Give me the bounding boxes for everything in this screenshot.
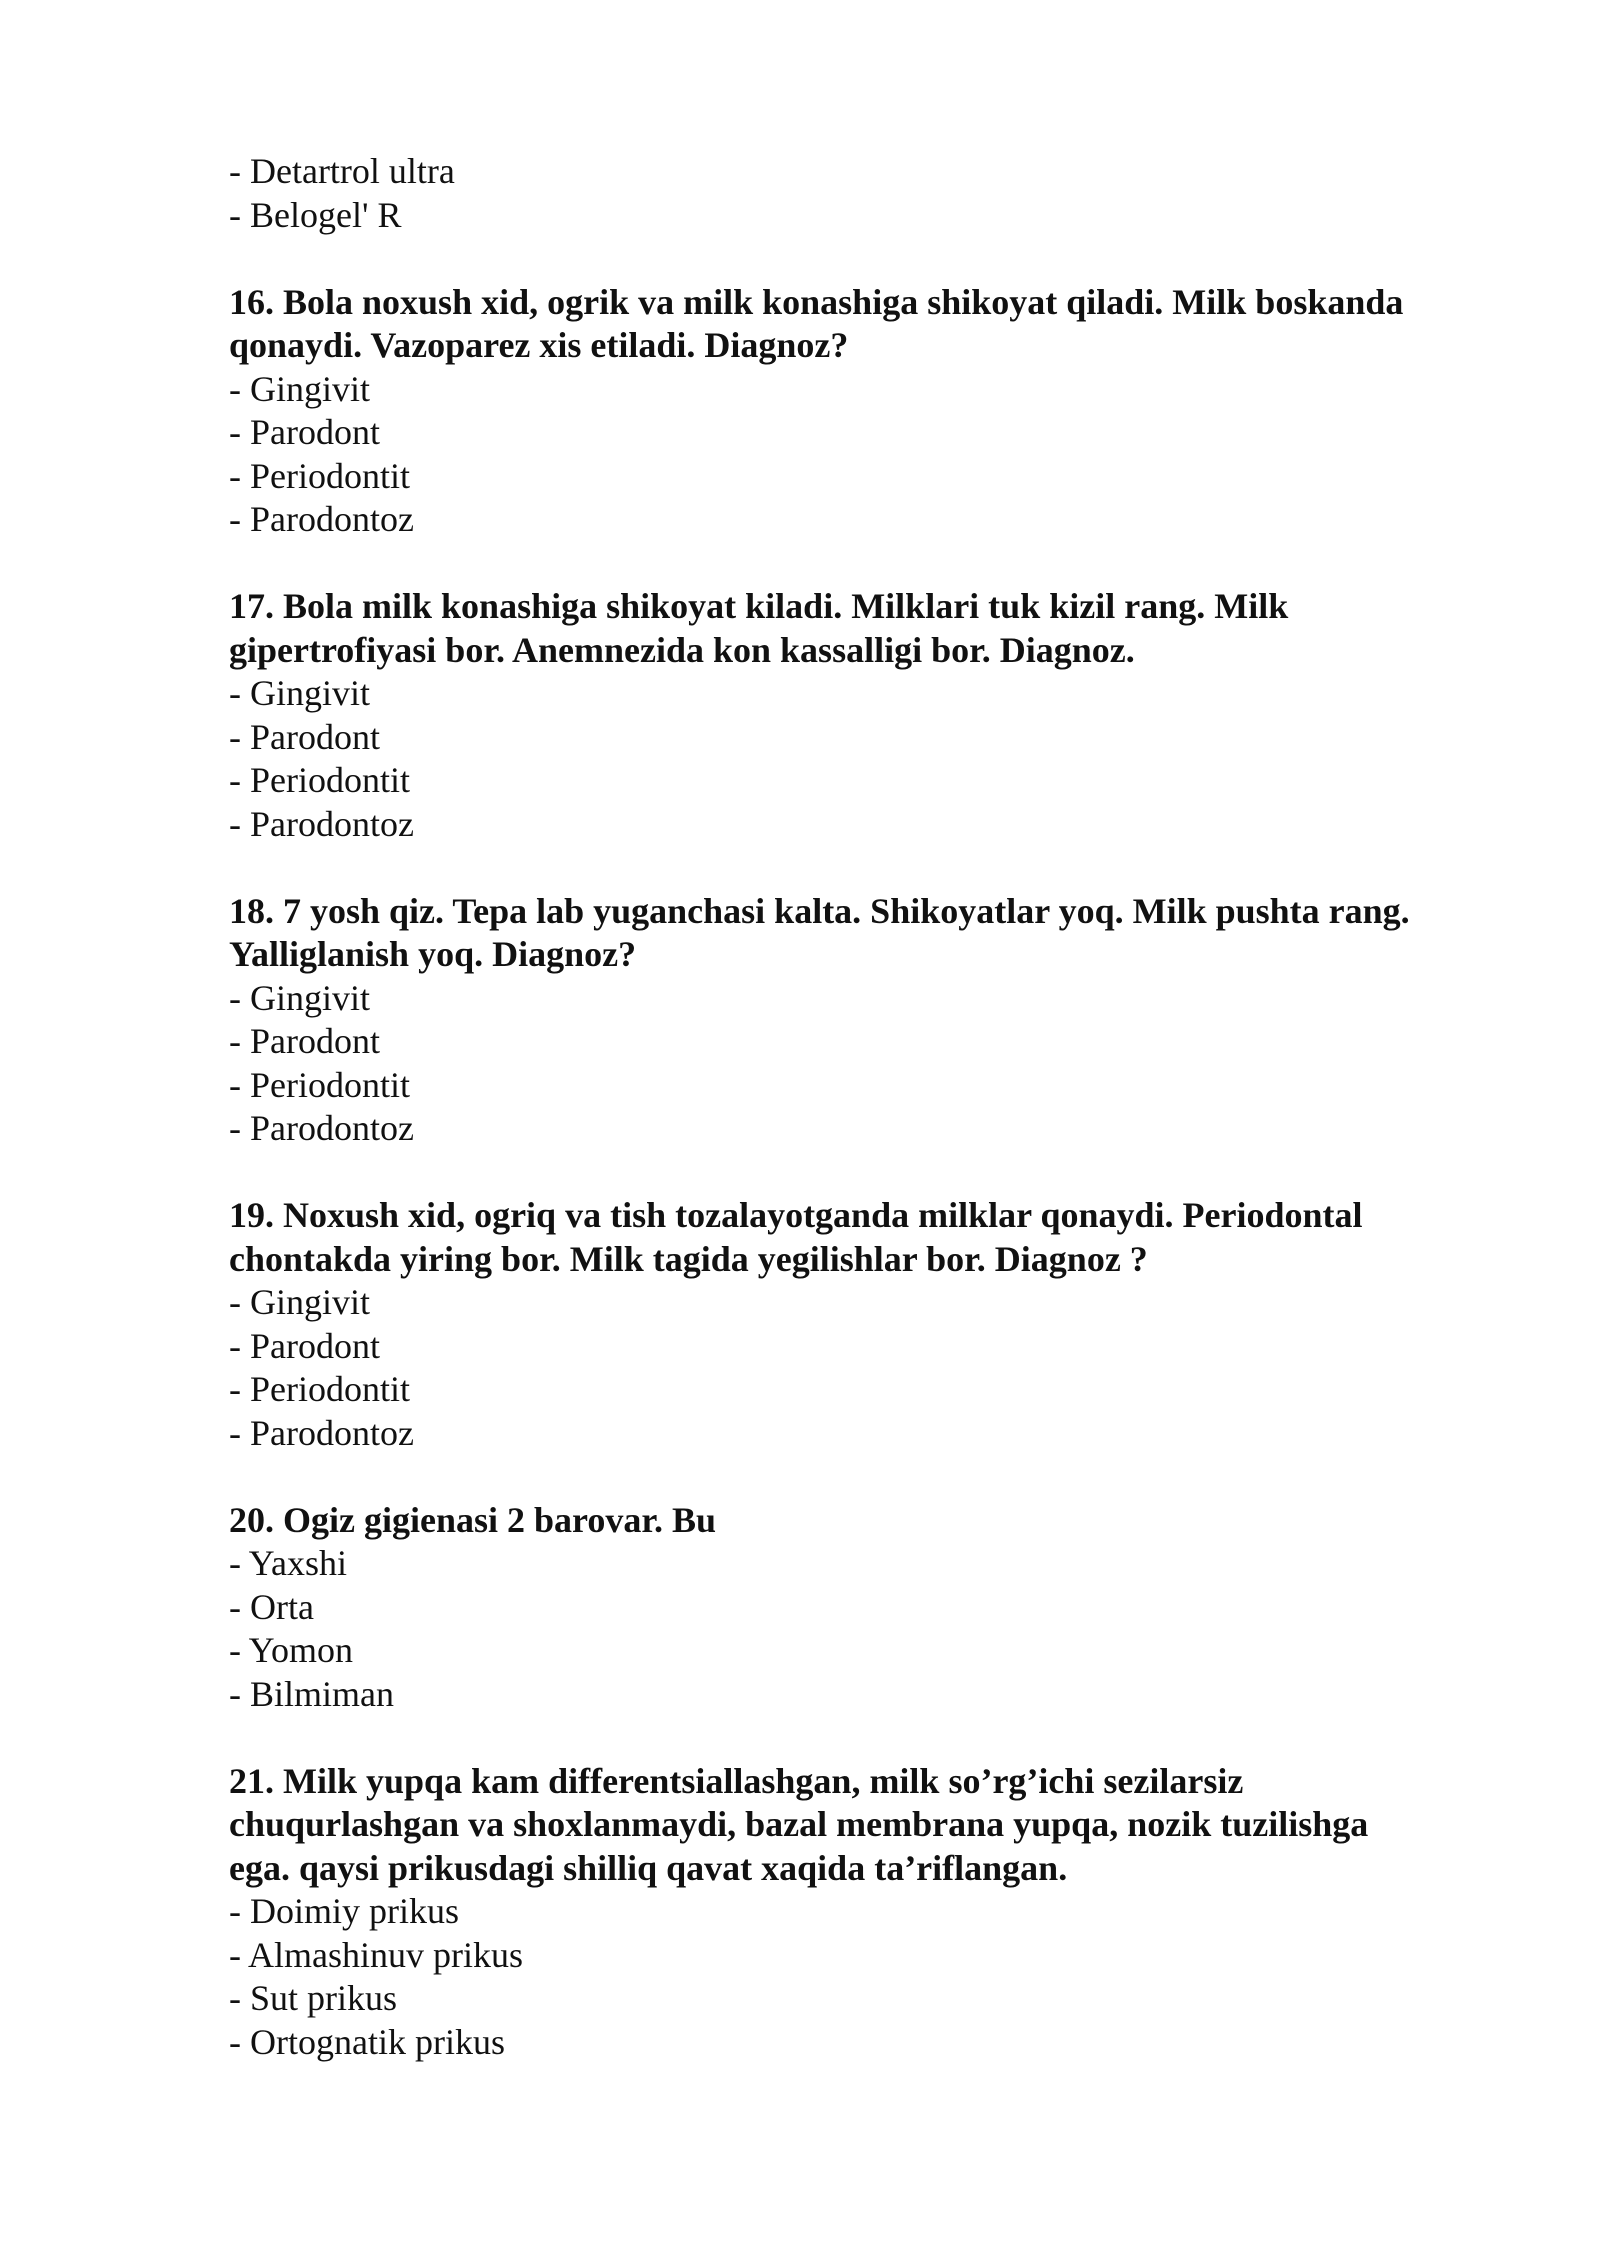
answer-option: - Doimiy prikus (229, 1891, 459, 1931)
question-16 (229, 281, 1529, 542)
answer-option: - Yomon (229, 1630, 354, 1670)
question-18 (229, 890, 1529, 1151)
question-text: 19. Noxush xid, ogriq va tish tozalayotganda milklar qonaydi. Periodontal (229, 1195, 1363, 1235)
answer-option: - Parodont (229, 716, 380, 757)
answer-option: - Belogel' R (229, 194, 402, 235)
answer-option: - Gingivit (229, 1282, 370, 1322)
question-text: 17. Bola milk konashiga shikoyat kiladi. Milklari tuk kizil rang. Milk (229, 586, 1289, 626)
question-text: 20. Ogiz gigienasi 2 barovar. Bu (229, 1499, 717, 1540)
leading-options (229, 150, 1529, 237)
answer-option: - Parodontoz (229, 499, 414, 539)
answer-option: - Ortognatik prikus (229, 2021, 505, 2062)
question-text: Yalliglanish yoq. Diagnoz? (229, 934, 637, 974)
answer-option: - Periodontit (229, 760, 410, 800)
question-19 (229, 1194, 1529, 1455)
answer-option: - Parodontoz (229, 1108, 414, 1148)
answer-option: - Parodontoz (229, 803, 414, 844)
question-text: qonaydi. Vazoparez xis etiladi. Diagnoz? (229, 325, 849, 365)
question-text: 18. 7 yosh qiz. Tepa lab yuganchasi kalta. Shikoyatlar yoq. Milk pushta rang. (229, 890, 1410, 931)
answer-option: - Almashinuv prikus (229, 1934, 523, 1975)
question-text: chuqurlashgan va shoxlanmaydi, bazal membrana yupqa, nozik tuzilishga (229, 1804, 1369, 1844)
document-page (229, 150, 1529, 2064)
question-20 (229, 1499, 1529, 1717)
question-text: gipertrofiyasi bor. Anemnezida kon kassalligi bor. Diagnoz. (229, 629, 1135, 670)
answer-option: - Periodontit (229, 455, 410, 496)
question-text: 16. Bola noxush xid, ogrik va milk konashiga shikoyat qiladi. Milk boskanda (229, 281, 1404, 322)
answer-option: - Parodont (229, 412, 380, 452)
answer-option: - Periodontit (229, 1064, 410, 1105)
answer-option: - Parodont (229, 1325, 380, 1366)
answer-option: - Sut prikus (229, 1978, 398, 2018)
question-text: chontakda yiring bor. Milk tagida yegilishlar bor. Diagnoz ? (229, 1238, 1148, 1279)
answer-option: - Yaxshi (229, 1543, 348, 1583)
question-text: 21. Milk yupqa kam differentsiallashgan, milk so’rg’ichi sezilarsiz (229, 1760, 1244, 1801)
answer-option: - Detartrol ultra (229, 151, 455, 191)
answer-option: - Gingivit (229, 977, 370, 1018)
answer-option: - Gingivit (229, 368, 370, 409)
answer-option: - Parodont (229, 1021, 380, 1061)
question-text: ega. qaysi prikusdagi shilliq qavat xaqida ta’riflangan. (229, 1847, 1068, 1888)
answer-option: - Gingivit (229, 673, 370, 713)
answer-option: - Parodontoz (229, 1412, 414, 1453)
answer-option: - Orta (229, 1586, 314, 1627)
answer-option: - Bilmiman (229, 1673, 394, 1714)
answer-option: - Periodontit (229, 1369, 410, 1409)
question-21 (229, 1760, 1529, 2065)
question-17 (229, 585, 1529, 846)
